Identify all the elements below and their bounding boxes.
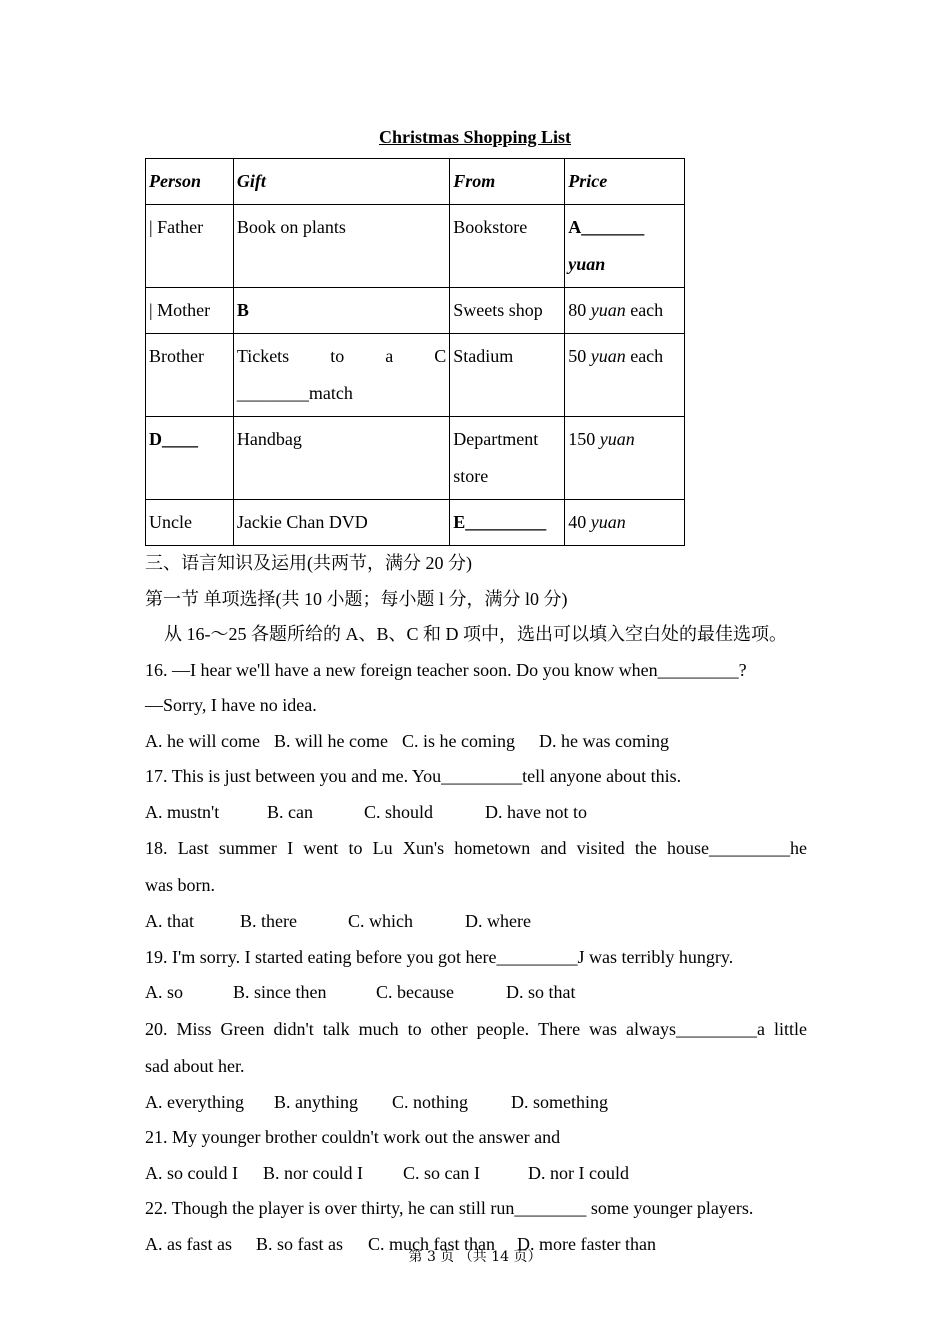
stem-word: house_________he — [667, 838, 807, 858]
part-heading: 第一节 单项选择(共 10 小题；每小题 l 分，满分 l0 分) — [145, 588, 568, 609]
blank-d: D____ — [146, 417, 234, 500]
cell-gift — [233, 334, 449, 417]
price-value: 40 — [568, 512, 587, 532]
stem-word: other — [430, 1018, 468, 1039]
option-b: B. there — [240, 911, 297, 931]
option-c: C. nothing — [392, 1091, 469, 1112]
price-value: 50 — [568, 346, 587, 366]
gift-line-2: ________match — [236, 383, 353, 403]
question-17-options — [145, 795, 807, 831]
option-c: C. because — [376, 982, 454, 1002]
question-16-stem: 16. —I hear we'll have a new foreign teacher soon. Do you know when_________? — [145, 659, 747, 680]
stem-word: Xun's — [402, 838, 445, 858]
price-unit: yuan — [599, 429, 635, 449]
stem-word: always_________a — [626, 1018, 766, 1039]
stem-word: much — [358, 1018, 399, 1039]
option-b: B. nor could I — [263, 1162, 363, 1183]
stem-word: Lu — [372, 838, 393, 858]
option-d: D. more faster than — [517, 1233, 656, 1254]
option-b: B. can — [267, 801, 313, 822]
header-person: Person — [146, 159, 234, 205]
question-16-reply: —Sorry, I have no idea. — [145, 695, 317, 715]
stem-word: 18. — [145, 838, 168, 858]
option-d: D. where — [465, 911, 531, 931]
document-page — [145, 124, 807, 1262]
cell-gift: Handbag — [233, 417, 449, 500]
table-row — [146, 334, 685, 417]
stem-word: talk — [322, 1018, 350, 1039]
stem-word: little — [774, 1018, 807, 1039]
question-21-options — [145, 1156, 807, 1192]
cell-person: Brother — [146, 334, 234, 417]
cell-person: | Father — [146, 205, 234, 288]
cell-price — [565, 500, 685, 546]
gift-word: to — [330, 346, 345, 366]
price-value: 80 — [568, 300, 587, 320]
price-unit: yuan — [568, 254, 606, 274]
option-a: A. so — [145, 982, 184, 1002]
blank-e: E_________ — [450, 500, 565, 546]
price-unit: yuan — [590, 512, 626, 532]
question-20-line-1 — [145, 1011, 807, 1048]
question-18-stem — [145, 830, 807, 904]
option-d: D. have not to — [485, 801, 587, 822]
option-c: C. is he coming — [401, 730, 515, 751]
header-from: From — [450, 159, 565, 205]
price-value: 150 — [568, 429, 596, 449]
option-a: A. he will come — [145, 730, 260, 751]
question-16-options — [145, 724, 807, 760]
option-d: D. so that — [506, 982, 576, 1002]
question-18-line-1 — [145, 830, 807, 867]
option-a: A. that — [145, 911, 194, 931]
question-19-stem: 19. I'm sorry. I started eating before you got here_________J was terribly hungry. — [145, 946, 734, 967]
stem-word: hometown — [454, 838, 531, 858]
header-price: Price — [565, 159, 685, 205]
stem-word: to — [348, 838, 363, 858]
cell-person: | Mother — [146, 288, 234, 334]
option-c: C. much fast than — [368, 1233, 495, 1254]
stem-word: Miss — [176, 1018, 212, 1039]
blank-b: B — [233, 288, 449, 334]
option-a: A. as fast as — [145, 1233, 232, 1254]
stem-word: to — [407, 1018, 422, 1039]
question-17-stem: 17. This is just between you and me. You_________tell anyone about this. — [145, 766, 682, 786]
gift-word: a — [385, 346, 394, 366]
question-20-line-2: sad about her. — [145, 1055, 245, 1076]
stem-word: and — [540, 838, 567, 858]
stem-word: didn't — [273, 1018, 314, 1039]
cell-from: Stadium — [450, 334, 565, 417]
stem-word: There — [538, 1018, 581, 1039]
stem-word: summer — [218, 838, 277, 858]
question-18-line-2: was born. — [145, 875, 215, 895]
table-row — [146, 205, 685, 288]
stem-word: Last — [177, 838, 209, 858]
option-d: D. something — [511, 1091, 608, 1112]
option-a: A. everything — [145, 1091, 244, 1112]
cell-from: Bookstore — [450, 205, 565, 288]
instruction: 从 16-～25 各题所给的 A、B、C 和 D 项中，选出可以填入空白处的最佳选项。 — [164, 624, 788, 644]
option-b: B. since then — [233, 982, 327, 1002]
question-20-options — [145, 1085, 807, 1121]
stem-word: I — [287, 838, 294, 858]
option-d: D. nor I could — [528, 1162, 629, 1183]
cell-price — [565, 334, 685, 417]
cell-from: Sweets shop — [450, 288, 565, 334]
from-line-2: store — [453, 466, 489, 486]
gift-word: Tickets — [236, 346, 290, 366]
cell-gift: Book on plants — [233, 205, 449, 288]
stem-word: visited — [576, 838, 625, 858]
question-21-stem: 21. My younger brother couldn't work out the answer and — [145, 1127, 561, 1147]
price-unit: yuan — [590, 346, 626, 366]
question-22-stem: 22. Though the player is over thirty, he can still run________ some younger players. — [145, 1198, 754, 1218]
option-a: A. so could I — [145, 1162, 238, 1183]
table-row — [146, 288, 685, 334]
blank-a: A_______ — [568, 217, 645, 237]
cell-gift: Jackie Chan DVD — [233, 500, 449, 546]
question-20-stem — [145, 1011, 807, 1085]
gift-line-1 — [237, 338, 446, 375]
header-gift: Gift — [233, 159, 449, 205]
option-c: C. should — [364, 801, 434, 822]
option-b: B. so fast as — [256, 1233, 343, 1254]
option-b: B. will he come — [273, 730, 388, 751]
question-19-options — [145, 975, 807, 1011]
stem-word: 20. — [145, 1018, 168, 1039]
price-unit: yuan — [590, 300, 626, 320]
option-a: A. mustn't — [145, 801, 220, 822]
stem-word: Green — [220, 1018, 265, 1039]
table-row — [146, 417, 685, 500]
table-title: Christmas Shopping List — [378, 127, 572, 147]
cell-person: Uncle — [146, 500, 234, 546]
page-footer: 第 3 页 （共 14 页） — [408, 1249, 542, 1265]
price-suffix: each — [630, 346, 664, 366]
from-line-1: Department — [453, 429, 539, 449]
stem-word: went — [303, 838, 339, 858]
cell-price — [565, 205, 685, 288]
option-c: C. so can I — [403, 1162, 480, 1183]
stem-word: was — [589, 1018, 618, 1039]
table-header-row — [146, 159, 685, 205]
section-heading: 三、语言知识及运用(共两节，满分 20 分) — [145, 553, 472, 573]
shopping-list-table — [145, 158, 685, 546]
option-b: B. anything — [274, 1091, 358, 1112]
option-d: D. he was coming — [538, 730, 669, 751]
question-18-options — [145, 904, 807, 940]
cell-price — [565, 288, 685, 334]
price-suffix: each — [630, 300, 664, 320]
cell-price — [565, 417, 685, 500]
stem-word: people. — [476, 1018, 530, 1039]
stem-word: the — [634, 838, 657, 858]
table-row — [146, 500, 685, 546]
blank-c: C — [434, 346, 447, 366]
cell-from — [450, 417, 565, 500]
option-c: C. which — [348, 911, 413, 931]
